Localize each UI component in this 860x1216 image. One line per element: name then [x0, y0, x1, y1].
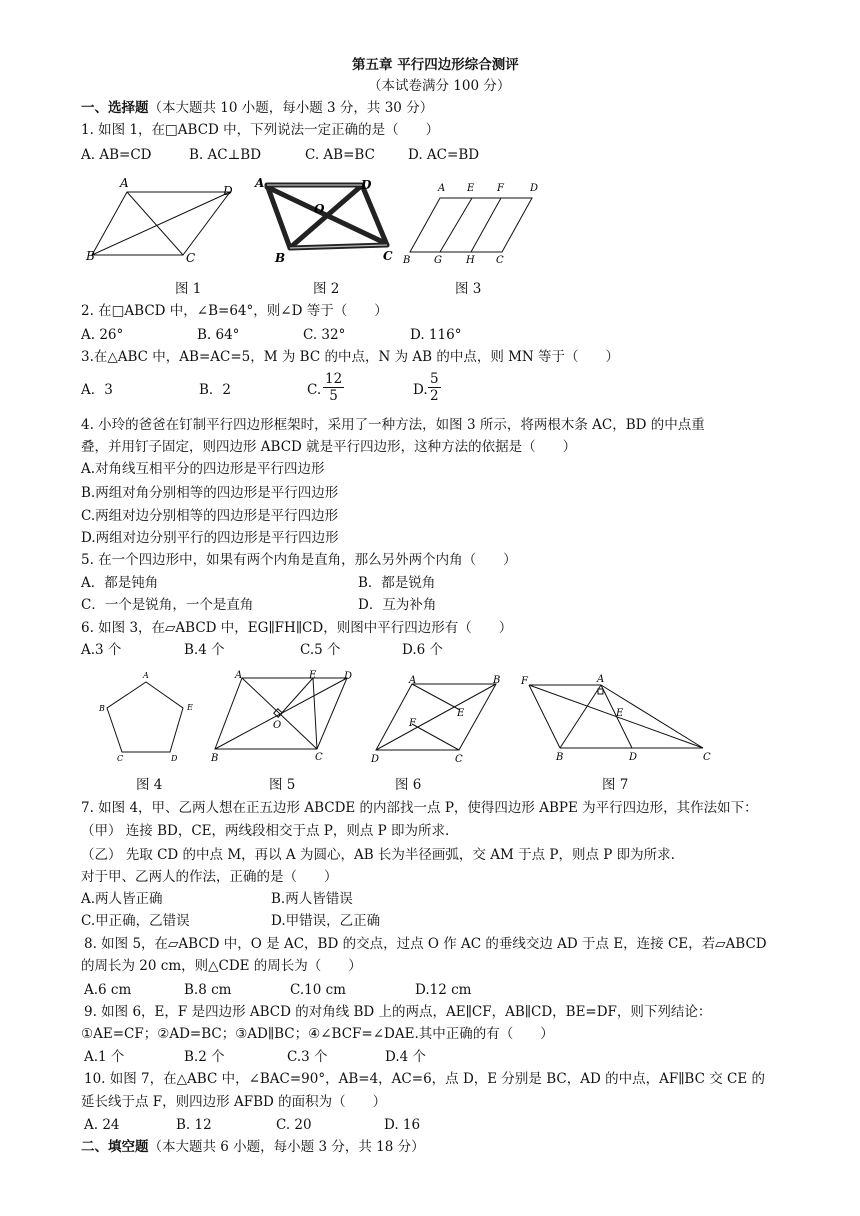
q5-option-d: D．互为补角	[358, 597, 437, 613]
q2-option-d: D. 116°	[410, 327, 462, 343]
figure-5	[205, 668, 360, 768]
q4-option-b: B.两组对角分别相等的四边形是平行四边形	[81, 485, 339, 501]
figure-2	[250, 175, 400, 270]
figure-7	[516, 672, 716, 767]
fig5-label-c: C	[315, 752, 323, 763]
q10-line-2: 延长线于点 F，则四边形 AFBD 的面积为（ ）	[81, 1094, 387, 1110]
figure-1	[80, 175, 240, 270]
fig4-label-a: A	[143, 671, 149, 680]
q2-option-a: A. 26°	[81, 327, 124, 343]
section-2-note: （本大题共 6 小题，每小题 3 分，共 18 分）	[148, 1139, 425, 1155]
fig4-label-d: D	[171, 754, 178, 763]
q1-stem: 1. 如图 1，在□ABCD 中，下列说法一定正确的是（ ）	[81, 122, 440, 138]
q2-stem: 2. 在□ABCD 中，∠B=64°，则∠D 等于（ ）	[81, 303, 388, 319]
fig6-label-d: D	[371, 754, 380, 765]
q8-option-b: B.8 cm	[184, 982, 232, 998]
q1-option-b: B. AC⊥BD	[189, 147, 262, 163]
section-1-note: （本大题共 10 小题，每小题 3 分，共 30 分）	[148, 100, 434, 116]
fig2-label-d: D	[361, 178, 372, 192]
section-1-heading	[81, 99, 433, 117]
q7-option-b: B.两人皆错误	[271, 891, 353, 907]
fig5-label-e: E	[309, 670, 317, 681]
fig6-label-a: A	[409, 675, 417, 686]
q9-option-c: C.3 个	[287, 1049, 328, 1065]
fig2-label-o: O	[314, 202, 325, 216]
page-subtitle: （本试卷满分 100 分）	[368, 78, 511, 94]
q10-option-d: D. 16	[384, 1117, 421, 1133]
q3-d-denominator: 2	[430, 388, 439, 404]
fig4-caption: 图 4	[136, 777, 163, 793]
fig2-label-a: A	[255, 176, 265, 190]
q7-option-d: D.甲错误，乙正确	[271, 913, 381, 929]
q6-option-a: A.3 个	[81, 642, 122, 658]
q4-option-c: C.两组对边分别相等的四边形是平行四边形	[81, 508, 339, 524]
fig3-label-a: A	[438, 183, 446, 194]
fig5-label-a: A	[235, 670, 243, 681]
q9-option-d: D.4 个	[385, 1049, 427, 1065]
fig3-label-e: E	[467, 183, 475, 194]
q7-line-1: 7. 如图 4，甲、乙两人想在正五边形 ABCDE 的内部找一点 P，使得四边形 ABPE 为平行四边形，其作法如下：	[81, 800, 758, 816]
q8-option-c: C.10 cm	[290, 982, 346, 998]
q4-line-1: 4. 小玲的爸爸在钉制平行四边形框架时，采用了一种方法，如图 3 所示，将两根木条 AC，BD 的中点重	[81, 417, 705, 433]
figure-3	[400, 178, 550, 268]
fig3-label-d: D	[530, 183, 539, 194]
q5-option-b: B．都是锐角	[358, 575, 436, 591]
figure-4	[95, 670, 205, 770]
q6-option-d: D.6 个	[402, 642, 444, 658]
q8-option-a: A.6 cm	[84, 982, 132, 998]
q1-option-c: C. AB=BC	[305, 147, 375, 163]
fig5-label-o: O	[273, 720, 282, 731]
q5-option-c: C．一个是锐角，一个是直角	[81, 597, 254, 613]
q7-line-2: （甲） 连接 BD，CE，两线段相交于点 P，则点 P 即为所求.	[81, 823, 450, 839]
fig4-label-c: C	[117, 754, 124, 763]
fig3-caption: 图 3	[455, 281, 482, 297]
fig3-label-f: F	[497, 183, 504, 194]
q1-option-d: D. AC=BD	[408, 147, 480, 163]
fig2-caption: 图 2	[313, 281, 340, 297]
section-2-heading	[81, 1138, 425, 1156]
figure-6	[366, 672, 511, 767]
q7-option-c: C.甲正确，乙错误	[81, 913, 190, 929]
q6-option-c: C.5 个	[300, 642, 341, 658]
q8-line-1: 8. 如图 5，在▱ABCD 中，O 是 AC，BD 的交点，过点 O 作 AC 的垂线交边 AD 于点 E，连接 CE，若▱ABCD	[84, 936, 767, 952]
q9-line-2: ①AE=CF；②AD=BC；③AD∥BC；④∠BCF=∠DAE.其中正确的有（ ）	[81, 1026, 554, 1042]
q3-option-d-fraction	[428, 371, 441, 404]
q3-option-d-label: D.	[413, 382, 428, 398]
fig3-label-b: B	[403, 255, 411, 266]
q8-option-d: D.12 cm	[415, 982, 472, 998]
q7-option-a: A.两人皆正确	[81, 891, 163, 907]
q9-option-b: B.2 个	[184, 1049, 225, 1065]
q3-option-c-label: C.	[307, 382, 322, 398]
fig6-label-b: B	[493, 675, 501, 686]
fig6-caption: 图 6	[395, 777, 422, 793]
q6-option-b: B.4 个	[184, 642, 225, 658]
q10-line-1: 10. 如图 7，在△ABC 中，∠BAC=90°，AB=4，AC=6，点 D，E 分别是 BC，AD 的中点，AF∥BC 交 CE 的	[84, 1071, 765, 1087]
q2-option-b: B. 64°	[197, 327, 240, 343]
q3-option-a: A．3	[81, 382, 113, 398]
fig4-label-b: B	[99, 704, 105, 713]
fig3-label-h: H	[466, 255, 475, 266]
q3-option-c-fraction	[323, 371, 344, 404]
fig1-caption: 图 1	[175, 281, 202, 297]
q7-line-4: 对于甲、乙两人的作法，正确的是（ ）	[81, 869, 338, 885]
fig6-label-f: F	[409, 718, 416, 729]
q4-option-a: A.对角线互相平分的四边形是平行四边形	[81, 461, 325, 477]
fig6-label-c: C	[455, 754, 463, 765]
q6-stem: 6. 如图 3，在▱ABCD 中，EG∥FH∥CD，则图中平行四边形有（ ）	[81, 620, 513, 636]
fig7-label-d: D	[629, 752, 638, 763]
q3-c-denominator: 5	[329, 388, 338, 404]
fig5-caption: 图 5	[269, 777, 296, 793]
fig3-label-c: C	[496, 255, 504, 266]
fig5-label-b: B	[211, 753, 219, 764]
q3-stem: 3.在△ABC 中，AB=AC=5，M 为 BC 的中点，N 为 AB 的中点，则 MN 等于（ ）	[81, 349, 620, 365]
q3-c-numerator: 12	[325, 371, 343, 387]
fig7-label-f: F	[521, 676, 528, 687]
fig7-label-c: C	[703, 752, 711, 763]
fig1-label-b: B	[86, 249, 95, 263]
fig1-label-a: A	[120, 176, 129, 190]
fig2-label-c: C	[383, 249, 393, 263]
q9-option-a: A.1 个	[84, 1049, 125, 1065]
page-title: 第五章 平行四边形综合测评	[352, 57, 519, 73]
q1-option-a: A. AB=CD	[81, 147, 152, 163]
section-2-title: 二、填空题	[81, 1139, 149, 1155]
q4-line-2: 叠，并用钉子固定，则四边形 ABCD 就是平行四边形，这种方法的依据是（ ）	[81, 439, 577, 455]
fig7-label-b: B	[556, 752, 564, 763]
fig6-label-e: E	[457, 708, 465, 719]
q3-option-b: B．2	[199, 382, 232, 398]
fig4-label-e: E	[187, 703, 193, 712]
q5-option-a: A．都是钝角	[81, 575, 159, 591]
q10-option-a: A. 24	[84, 1117, 120, 1133]
fig3-label-g: G	[434, 255, 442, 266]
q3-d-numerator: 5	[430, 371, 439, 387]
section-1-title: 一、选择题	[81, 100, 149, 116]
fig2-label-b: B	[275, 251, 286, 265]
fig1-label-c: C	[186, 251, 196, 265]
q8-line-2: 的周长为 20 cm，则△CDE 的周长为（ ）	[81, 958, 362, 974]
q9-line-1: 9. 如图 6，E，F 是四边形 ABCD 的对角线 BD 上的两点，AE∥CF，AB∥CD，BE=DF，则下列结论：	[84, 1004, 712, 1020]
q7-line-3: （乙） 先取 CD 的中点 M，再以 A 为圆心，AB 长为半径画弧，交 AM 于点 P，则点 P 即为所求.	[81, 847, 675, 863]
q2-option-c: C. 32°	[303, 327, 346, 343]
q10-option-c: C. 20	[276, 1117, 312, 1133]
fig7-label-a: A	[597, 674, 605, 685]
fig1-label-d: D	[223, 184, 233, 198]
q5-stem: 5. 在一个四边形中，如果有两个内角是直角，那么另外两个内角（ ）	[81, 552, 517, 568]
fig7-caption: 图 7	[602, 777, 629, 793]
q10-option-b: B. 12	[176, 1117, 212, 1133]
fig5-label-d: D	[344, 671, 353, 682]
fig7-label-e: E	[616, 708, 624, 719]
q4-option-d: D.两组对边分别平行的四边形是平行四边形	[81, 530, 339, 546]
